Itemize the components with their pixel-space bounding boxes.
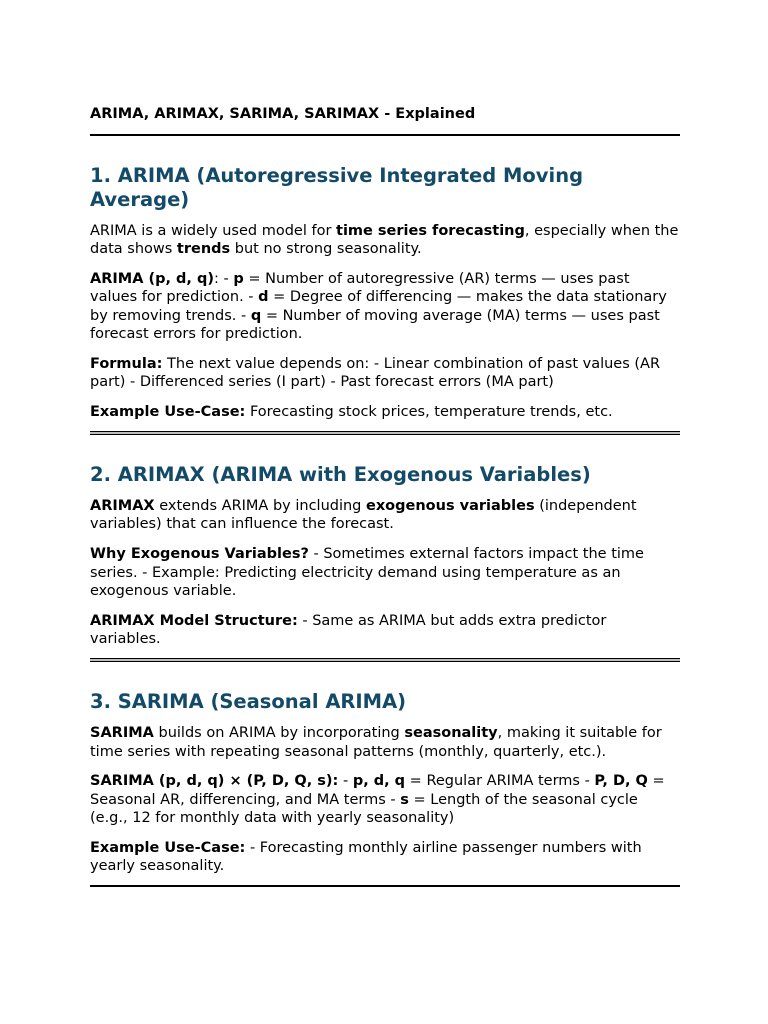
- section-heading-arima: 1. ARIMA (Autoregressive Integrated Moving Average): [90, 164, 584, 211]
- section-sarima: [90, 690, 680, 887]
- text-run: = Degree of differencing — makes the data stationary by removing trends. -: [90, 289, 667, 324]
- bold-run: seasonality: [404, 725, 498, 742]
- arimax-intro-paragraph: [90, 497, 680, 534]
- text-run: : -: [214, 271, 234, 288]
- section-arima: [90, 164, 680, 435]
- text-run: = Length of the seasonal cycle (e.g., 12 for monthly data with yearly seasonality): [90, 791, 638, 826]
- section-heading-arimax: 2. ARIMAX (ARIMA with Exogenous Variables): [90, 463, 591, 487]
- sarima-params-paragraph: [90, 772, 680, 827]
- bold-run: p, d, q: [352, 773, 406, 790]
- section-divider: [90, 658, 680, 662]
- text-run: (independent variables) that can influence the forecast.: [90, 498, 637, 533]
- bold-run: Example Use-Case:: [90, 403, 246, 420]
- text-run: - Same as ARIMA but adds extra predictor variables.: [90, 612, 607, 647]
- text-run: builds on ARIMA by incorporating: [153, 725, 405, 742]
- section-divider: [90, 431, 680, 435]
- bold-run: Example Use-Case:: [90, 839, 246, 856]
- document-content: [90, 104, 680, 887]
- arima-params-paragraph: [90, 270, 680, 343]
- text-run: = Number of moving average (MA) terms — uses past forecast errors for prediction.: [90, 307, 660, 342]
- arimax-structure-paragraph: [90, 612, 680, 649]
- bold-run: ARIMAX Model Structure:: [90, 612, 298, 629]
- text-run: -: [338, 773, 353, 790]
- text-run: - Sometimes external factors impact the time series. - Example: Predicting electricity demand using temperature as an exogenous variable.: [90, 546, 644, 599]
- bold-run: s: [400, 791, 409, 808]
- text-run: extends ARIMA by including: [154, 498, 366, 515]
- bold-run: SARIMA (p, d, q) × (P, D, Q, s):: [90, 773, 339, 790]
- bold-run: ARIMA (p, d, q): [90, 271, 214, 288]
- document-title: ARIMA, ARIMAX, SARIMA, SARIMAX - Explained: [90, 106, 476, 122]
- text-run: = Seasonal AR, differencing, and MA terms -: [90, 773, 665, 808]
- arimax-why-paragraph: [90, 545, 680, 600]
- section-heading-sarima: 3. SARIMA (Seasonal ARIMA): [90, 690, 407, 714]
- bold-run: d: [258, 289, 269, 306]
- bold-run: trends: [176, 241, 231, 258]
- text-run: = Number of autoregressive (AR) terms — uses past values for prediction. -: [90, 271, 630, 306]
- text-run: = Regular ARIMA terms -: [405, 773, 595, 790]
- text-run: , making it suitable for time series with repeating seasonal patterns (monthly, quarterly, etc.).: [90, 725, 662, 760]
- bold-run: ARIMAX: [90, 498, 155, 515]
- text-run: but no strong seasonality.: [230, 241, 422, 258]
- arima-formula-paragraph: [90, 355, 680, 392]
- arima-usecase-paragraph: [90, 403, 680, 421]
- text-run: , especially when the data shows: [90, 223, 679, 258]
- section-divider: [90, 885, 680, 887]
- bold-run: SARIMA: [90, 725, 154, 742]
- bold-run: Formula:: [90, 355, 163, 372]
- bold-run: p: [233, 271, 244, 288]
- text-run: The next value depends on: - Linear combination of past values (AR part) - Differenced series (I part) - Past forecast errors (MA part): [90, 355, 661, 391]
- text-run: - Forecasting monthly airline passenger numbers with yearly seasonality.: [90, 839, 642, 875]
- title-divider: [90, 134, 680, 136]
- section-arimax: [90, 463, 680, 662]
- bold-run: time series forecasting: [336, 223, 525, 239]
- bold-run: q: [250, 307, 262, 324]
- arima-intro-paragraph: [90, 222, 680, 259]
- bold-run: Why Exogenous Variables?: [90, 546, 309, 563]
- sarima-intro-paragraph: [90, 724, 680, 761]
- text-run: Forecasting stock prices, temperature trends, etc.: [245, 403, 613, 420]
- text-run: ARIMA is a widely used model for: [90, 223, 337, 239]
- sarima-usecase-paragraph: [90, 839, 680, 876]
- bold-run: P, D, Q: [594, 773, 648, 790]
- bold-run: exogenous variables: [366, 498, 535, 515]
